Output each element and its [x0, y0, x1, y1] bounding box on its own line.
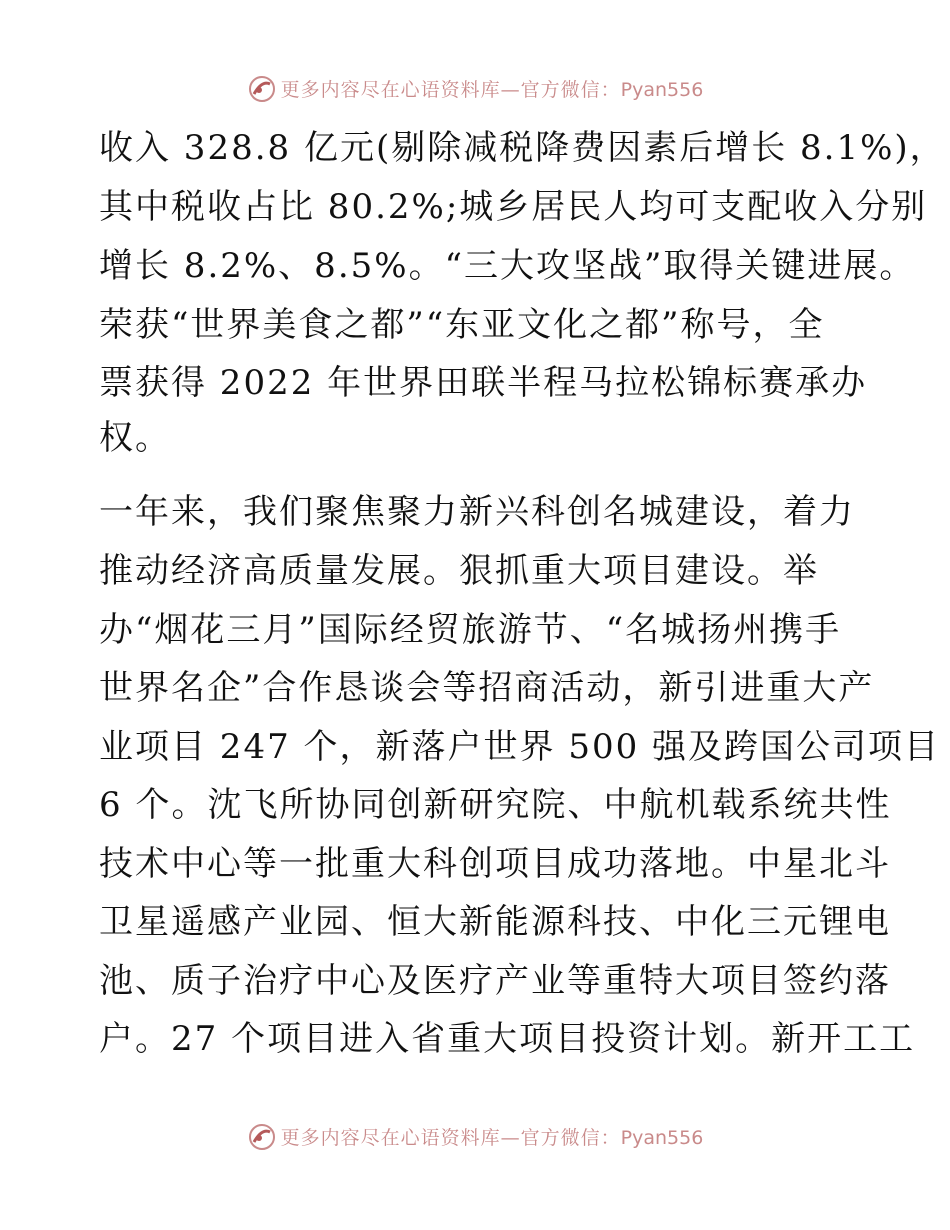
text-line: 荣获“世界美食之都”“东亚文化之都”称号，全: [99, 305, 825, 345]
text-line: 权。: [99, 418, 171, 458]
text-line: 增长 8.2%、8.5%。“三大攻坚战”取得关键进展。: [99, 246, 916, 286]
text-line: 办“烟花三月”国际经贸旅游节、“名城扬州携手: [99, 610, 842, 650]
footer-watermark: [0, 1122, 950, 1152]
text-line: 票获得 2022 年世界田联半程马拉松锦标赛承办: [99, 363, 868, 403]
text-line: 业项目 247 个，新落户世界 500 强及跨国公司项目: [99, 727, 941, 767]
text-line: 一年来，我们聚焦聚力新兴科创名城建设，着力: [99, 492, 855, 532]
text-line: 卫星遥感产业园、恒大新能源科技、中化三元锂电: [99, 902, 891, 942]
watermark-text: 更多内容尽在心语资料库—官方微信：: [280, 1127, 621, 1149]
text-line: 收入 328.8 亿元(剔除减税降费因素后增长 8.1%)，: [99, 128, 946, 168]
watermark-text: 更多内容尽在心语资料库—官方微信：: [280, 79, 621, 101]
text-line: 推动经济高质量发展。狠抓重大项目建设。举: [99, 551, 819, 591]
text-line: 技术中心等一批重大科创项目成功落地。中星北斗: [99, 844, 891, 884]
text-line: 6 个。沈飞所协同创新研究院、中航机载系统共性: [99, 785, 892, 825]
text-line: 户。27 个项目进入省重大项目投资计划。新开工工: [99, 1019, 916, 1059]
watermark-wechat-id: Pyan556: [620, 1127, 704, 1149]
header-watermark: [0, 74, 950, 104]
text-line: 池、质子治疗中心及医疗产业等重特大项目签约落: [99, 961, 891, 1001]
watermark-logo-icon: [247, 1122, 277, 1152]
watermark-wechat-id: Pyan556: [620, 79, 704, 101]
watermark-logo-icon: [247, 74, 277, 104]
text-line: 其中税收占比 80.2%;城乡居民人均可支配收入分别: [99, 187, 928, 227]
text-line: 世界名企”合作恳谈会等招商活动，新引进重大产: [99, 668, 875, 708]
